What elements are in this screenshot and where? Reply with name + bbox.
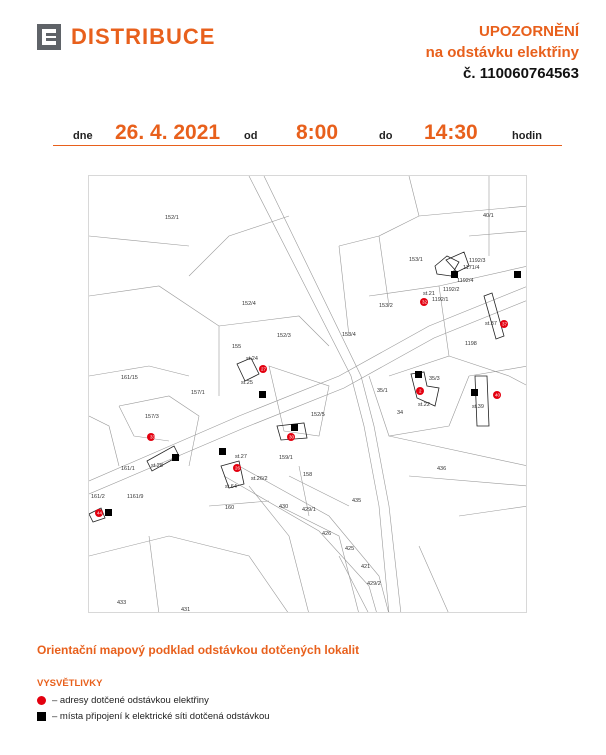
parcel-label: st.39 — [472, 404, 484, 410]
connection-point — [291, 424, 298, 431]
parcel-label: st.21 — [423, 291, 435, 297]
parcel-label: 35/1 — [377, 388, 388, 394]
connection-point — [415, 371, 422, 378]
parcel-label: st.64 — [225, 484, 237, 490]
outage-schedule — [53, 113, 562, 146]
notice-number: č. 110060764563 — [463, 65, 579, 82]
parcel-label: 1192/2 — [443, 287, 460, 293]
parcel-label: 1198 — [465, 341, 477, 347]
legend-address-text: – adresy dotčené odstávkou elektřiny — [52, 695, 209, 706]
parcel-label: 1192/1 — [432, 297, 449, 303]
address-marker — [233, 464, 241, 472]
parcel-label: st.25 — [241, 380, 253, 386]
black-square-icon — [37, 712, 46, 721]
parcel-label: 436 — [437, 466, 447, 472]
parcel-label: 430 — [279, 504, 289, 510]
connection-point — [514, 271, 521, 278]
to-label: do — [379, 130, 393, 142]
parcel-label: st.22 — [418, 402, 430, 408]
address-marker — [287, 433, 295, 441]
parcel-label: 152/1 — [165, 215, 179, 221]
address-marker — [500, 320, 508, 328]
map-caption: Orientační mapový podklad odstávkou dotčených lokalit — [37, 643, 360, 657]
parcel-label: 160 — [225, 505, 235, 511]
address-marker — [493, 391, 501, 399]
svg-text:32: 32 — [422, 299, 428, 305]
svg-text:27: 27 — [261, 366, 267, 372]
building-st37 — [484, 293, 504, 339]
connection-point — [259, 391, 266, 398]
cez-logo-icon — [37, 24, 61, 50]
connection-point — [105, 509, 112, 516]
parcel-label: 35/3 — [429, 376, 440, 382]
from-label: od — [244, 130, 258, 142]
parcel-label: 155 — [232, 344, 242, 350]
connection-point — [451, 271, 458, 278]
hours-label: hodin — [512, 130, 542, 142]
parcel-labels — [91, 213, 497, 613]
address-marker — [416, 387, 424, 395]
parcel-label: st.26/2 — [251, 476, 268, 482]
legend-item-connection — [37, 711, 270, 722]
parcel-label: st.24 — [246, 356, 258, 362]
parcel-label: 157/3 — [145, 414, 159, 420]
svg-text:44: 44 — [97, 510, 103, 516]
legend-title: VYSVĚTLIVKY — [37, 678, 103, 689]
connection-point — [219, 448, 226, 455]
parcel-label: 1192/4 — [457, 278, 474, 284]
parcel-label: 429/2 — [367, 581, 381, 587]
connection-point — [172, 454, 179, 461]
parcel-label: st.28 — [151, 463, 163, 469]
svg-text:26: 26 — [235, 465, 241, 471]
notice-subtitle: na odstávku elektřiny — [425, 44, 579, 61]
svg-text:30: 30 — [289, 434, 295, 440]
parcel-label: 421 — [361, 564, 371, 570]
buildings — [89, 252, 504, 522]
parcel-label: 426 — [322, 531, 332, 537]
parcel-label: 435 — [352, 498, 362, 504]
parcel-label: 161/2 — [91, 494, 105, 500]
parcel-label: 425 — [345, 546, 355, 552]
parcel-label: 433 — [117, 600, 127, 606]
parcel-label: 159/1 — [279, 455, 293, 461]
svg-text:2: 2 — [419, 388, 422, 394]
parcel-label: st.37 — [485, 321, 497, 327]
map-canvas — [89, 176, 527, 613]
cadastral-map — [88, 175, 527, 613]
parcel-label: 153/1 — [409, 257, 423, 263]
address-markers — [95, 298, 508, 517]
address-marker — [420, 298, 428, 306]
notice-heading — [426, 21, 579, 84]
logo-text: DISTRIBUCE — [71, 24, 216, 49]
parcel-label: st.27 — [235, 454, 247, 460]
parcel-label: 431 — [181, 607, 191, 613]
cez-logo — [37, 24, 215, 50]
svg-text:33: 33 — [150, 434, 156, 440]
parcel-lines — [89, 176, 527, 613]
address-marker — [147, 433, 156, 441]
svg-text:37: 37 — [502, 321, 508, 327]
to-time: 14:30 — [424, 121, 478, 144]
parcel-label: 153/2 — [379, 303, 393, 309]
parcel-label: 161/15 — [121, 375, 138, 381]
parcel-label: 152/4 — [242, 301, 256, 307]
parcel-label: 153/4 — [342, 332, 356, 338]
notice-title: UPOZORNĚNÍ — [478, 23, 579, 40]
parcel-label: 158 — [303, 472, 313, 478]
legend-connection-text: – místa připojení k elektrické síti dotčená odstávkou — [52, 711, 270, 722]
parcel-label: 1192/3 — [469, 258, 486, 264]
day-label: dne — [73, 130, 93, 142]
parcel-label: 152/5 — [311, 412, 325, 418]
parcel-label: 1171/4 — [463, 265, 480, 271]
connection-points — [105, 271, 521, 516]
parcel-label: 40/1 — [483, 213, 494, 219]
parcel-label: 157/1 — [191, 390, 205, 396]
address-marker — [95, 509, 103, 517]
parcel-label: 1161/9 — [127, 494, 144, 500]
address-marker — [259, 365, 267, 373]
building-st39 — [475, 376, 489, 426]
connection-point — [471, 389, 478, 396]
from-time: 8:00 — [296, 121, 339, 144]
parcel-label: 161/1 — [121, 466, 135, 472]
svg-text:40: 40 — [495, 392, 501, 398]
legend-item-address — [37, 695, 209, 706]
outage-date: 26. 4. 2021 — [115, 121, 221, 144]
parcel-label: 429/1 — [302, 507, 316, 513]
parcel-label: 152/3 — [277, 333, 291, 339]
red-dot-icon — [37, 696, 46, 705]
parcel-label: 34 — [397, 410, 404, 416]
